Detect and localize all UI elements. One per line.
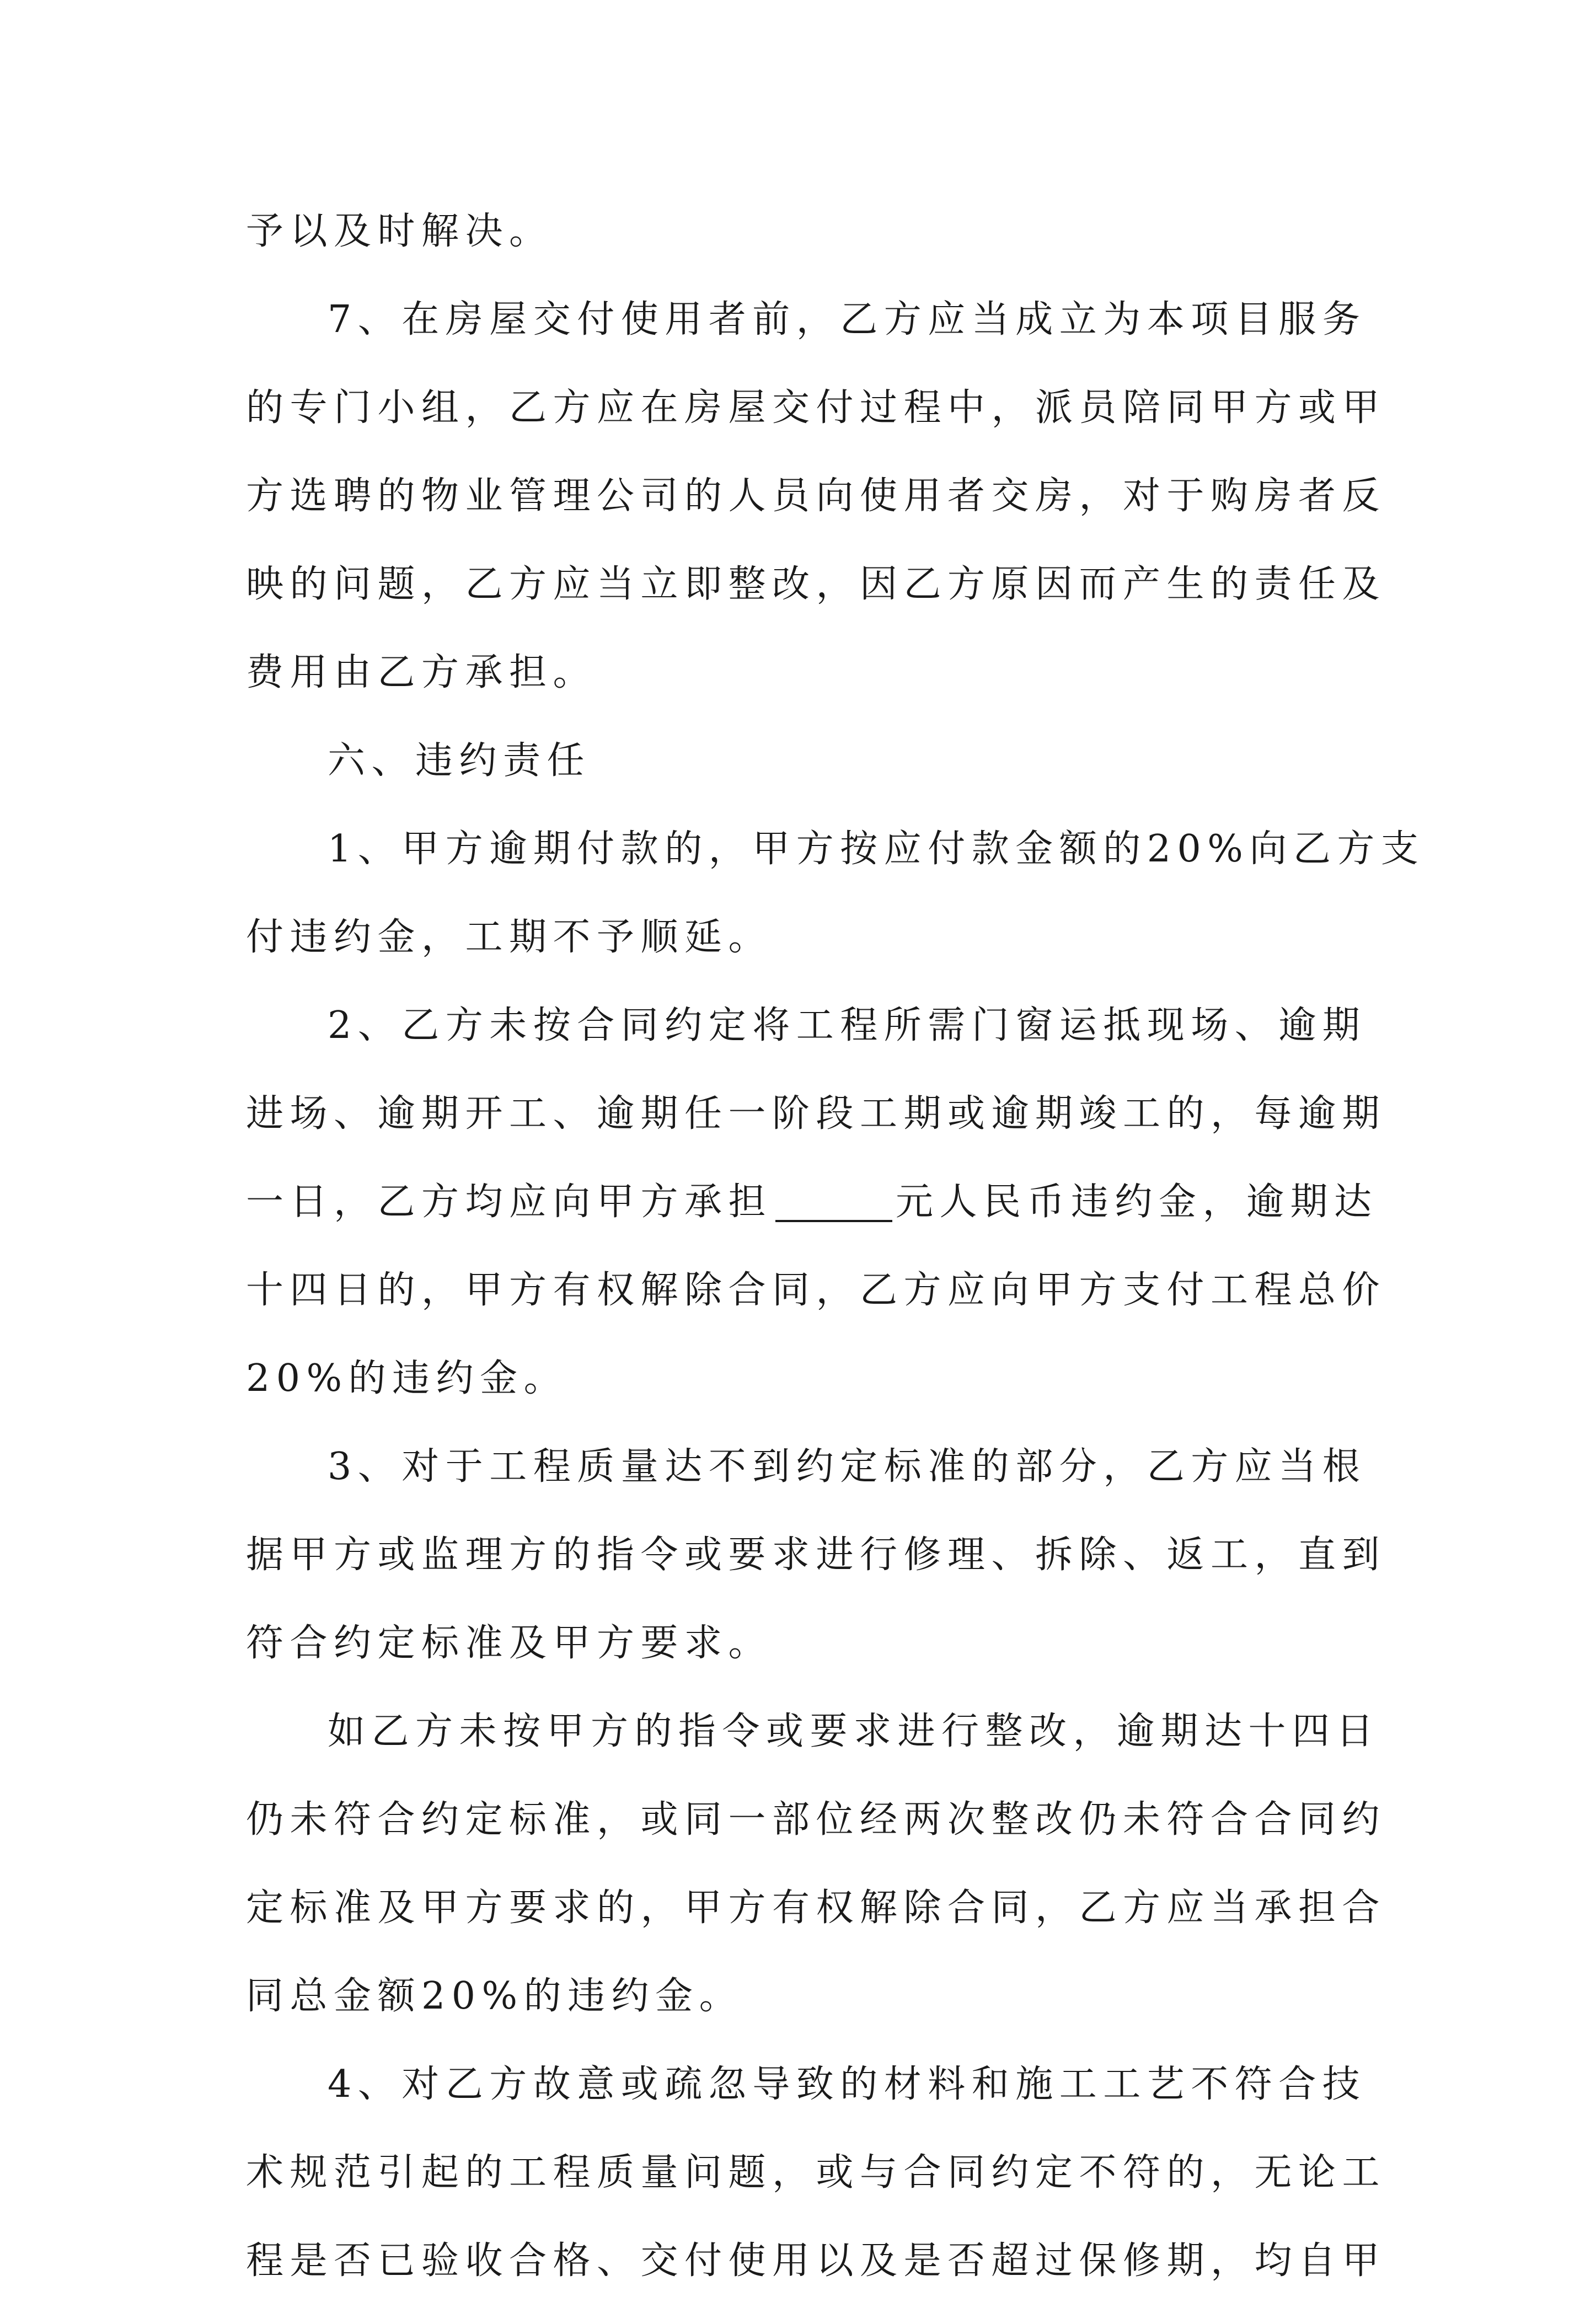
text-line: 3、对于工程质量达不到约定标准的部分，乙方应当根 [328,1445,1367,1489]
text-line: 20%的违约金。 [246,1357,568,1400]
text-line: 的专门小组，乙方应在房屋交付过程中，派员陪同甲方或甲 [246,386,1386,430]
text-line: 2、乙方未按合同约定将工程所需门窗运抵现场、逾期 [328,1004,1367,1047]
text-segment: 一日，乙方均应向甲方承担 [246,1180,773,1224]
text-line: 4、对乙方故意或疏忽导致的材料和施工工艺不符合技 [328,2063,1367,2106]
text-line: 仍未符合约定标准，或同一部位经两次整改仍未符合合同约 [246,1798,1386,1841]
text-line: 定标准及甲方要求的，甲方有权解除合同，乙方应当承担合 [246,1886,1386,1930]
text-line: 映的问题，乙方应当立即整改，因乙方原因而产生的责任及 [246,563,1386,606]
text-line: 如乙方未按甲方的指令或要求进行整改，逾期达十四日 [328,1710,1380,1753]
text-line-with-blank [246,1166,1378,1238]
text-line: 费用由乙方承担。 [246,651,597,694]
text-line: 予以及时解决。 [246,210,553,253]
text-line: 方选聘的物业管理公司的人员向使用者交房，对于购房者反 [246,474,1386,518]
text-line: 十四日的，甲方有权解除合同，乙方应向甲方支付工程总价 [246,1268,1386,1312]
text-line: 1、甲方逾期付款的，甲方按应付款金额的20%向乙方支 [328,827,1425,871]
text-line: 7、在房屋交付使用者前，乙方应当成立为本项目服务 [328,298,1367,341]
text-line: 同总金额20%的违约金。 [246,1974,743,2018]
section-heading: 六、违约责任 [328,739,591,783]
text-line: 据甲方或监理方的指令或要求进行修理、拆除、返工，直到 [246,1533,1386,1577]
text-line: 程是否已验收合格、交付使用以及是否超过保修期，均自甲 [246,2239,1386,2283]
text-line: 付违约金，工期不予顺延。 [246,915,773,959]
text-line: 进场、逾期开工、逾期任一阶段工期或逾期竣工的，每逾期 [246,1092,1386,1136]
text-line: 符合约定标准及甲方要求。 [246,1621,773,1665]
text-line: 术规范引起的工程质量问题，或与合同约定不符的，无论工 [246,2151,1386,2194]
text-segment: 元人民币违约金，逾期达 [896,1180,1378,1224]
fill-in-blank [775,1217,892,1222]
